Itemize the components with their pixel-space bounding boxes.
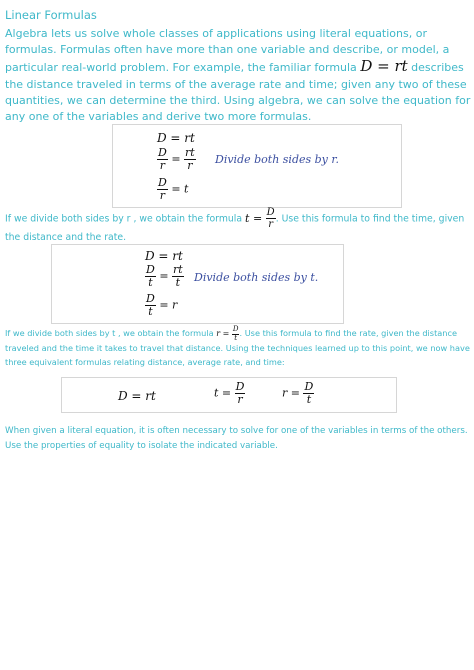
- formula-lhs: r =: [216, 329, 230, 339]
- intro-formula: D = rt: [360, 57, 408, 76]
- equals-sign: =: [159, 269, 169, 283]
- equation-rhs: = r: [159, 298, 178, 312]
- paragraph-text-b: . Use this formula to find the time, given the distance and the rate.: [5, 213, 465, 243]
- formula-time: [214, 381, 245, 406]
- equation-box-solve-for-t: [112, 124, 402, 208]
- frac-num: D: [232, 325, 239, 333]
- paragraph-literal-equation: When given a literal equation, it is often necessary to solve for one of the variables in terms of the others. Use the properties of equality to isolate the indicated variable.: [5, 426, 468, 451]
- frac-num: D: [158, 176, 167, 189]
- equation-d-over-t-equals-r: [145, 293, 177, 318]
- frac-den: r: [268, 219, 274, 230]
- paragraph-text-a: If we divide both sides by r , we obtain the formula: [5, 213, 246, 225]
- equation-box-three-formulas: [61, 377, 397, 413]
- intro-text-b: describes the distance traveled in terms of the average rate and time; given any two of these quantities, we can determine the third. Using algebra, we can solve the equation for any one of the variables and derive two more formulas.: [5, 61, 471, 124]
- equation-rhs: = t: [171, 182, 189, 196]
- formula-lhs: r =: [282, 386, 300, 400]
- paragraph-text-b: . Use this formula to find the rate, given the distance traveled and the time it takes to travel that distance. Using the techniques learned up to this point, we now have three equivalent formulas relating distance, average rate, and time:: [5, 328, 470, 367]
- formula-lhs: t =: [245, 211, 263, 225]
- frac-num: D: [266, 207, 275, 218]
- frac-den: t: [306, 393, 312, 407]
- paragraph-rate-formula: [5, 326, 471, 369]
- frac-den: t: [148, 305, 153, 319]
- frac-num: rt: [185, 146, 195, 159]
- frac-den: r: [159, 189, 166, 203]
- equation-box-solve-for-r: [51, 244, 344, 324]
- step-note: Divide both sides by r.: [215, 153, 339, 166]
- equation-d-rt: D = rt: [157, 131, 195, 145]
- formula-rate: [282, 381, 314, 406]
- equation-divide-by-r: [157, 147, 196, 172]
- intro-text-a: Algebra lets us solve whole classes of applications using literal equations, or formulas. Formulas often have more than one variable and describe, or model, a particular real-world problem. For example, the familiar formula: [5, 27, 450, 75]
- equation-d-over-r-equals-t: [157, 177, 188, 202]
- frac-num: rt: [173, 263, 183, 276]
- page-title: Linear Formulas: [5, 8, 97, 22]
- frac-den: r: [237, 393, 243, 407]
- equals-sign: =: [171, 152, 181, 166]
- intro-paragraph: [5, 26, 471, 125]
- frac-den: t: [234, 333, 238, 342]
- frac-den: r: [159, 159, 166, 173]
- frac-den: t: [175, 276, 181, 290]
- frac-num: D: [146, 263, 155, 276]
- frac-num: D: [235, 380, 245, 393]
- paragraph-text-a: If we divide both sides by t , we obtain the formula: [5, 328, 217, 339]
- frac-den: t: [148, 276, 153, 290]
- frac-num: D: [146, 292, 155, 305]
- step-note: Divide both sides by t.: [194, 271, 319, 284]
- formula-distance: D = rt: [118, 389, 156, 403]
- paragraph-time-formula: [5, 207, 471, 245]
- frac-num: D: [158, 146, 167, 159]
- formula-lhs: t =: [214, 386, 232, 400]
- equation-divide-by-t: [145, 264, 184, 289]
- equation-d-rt: D = rt: [145, 249, 183, 263]
- frac-num: D: [304, 380, 314, 393]
- frac-den: r: [187, 159, 193, 173]
